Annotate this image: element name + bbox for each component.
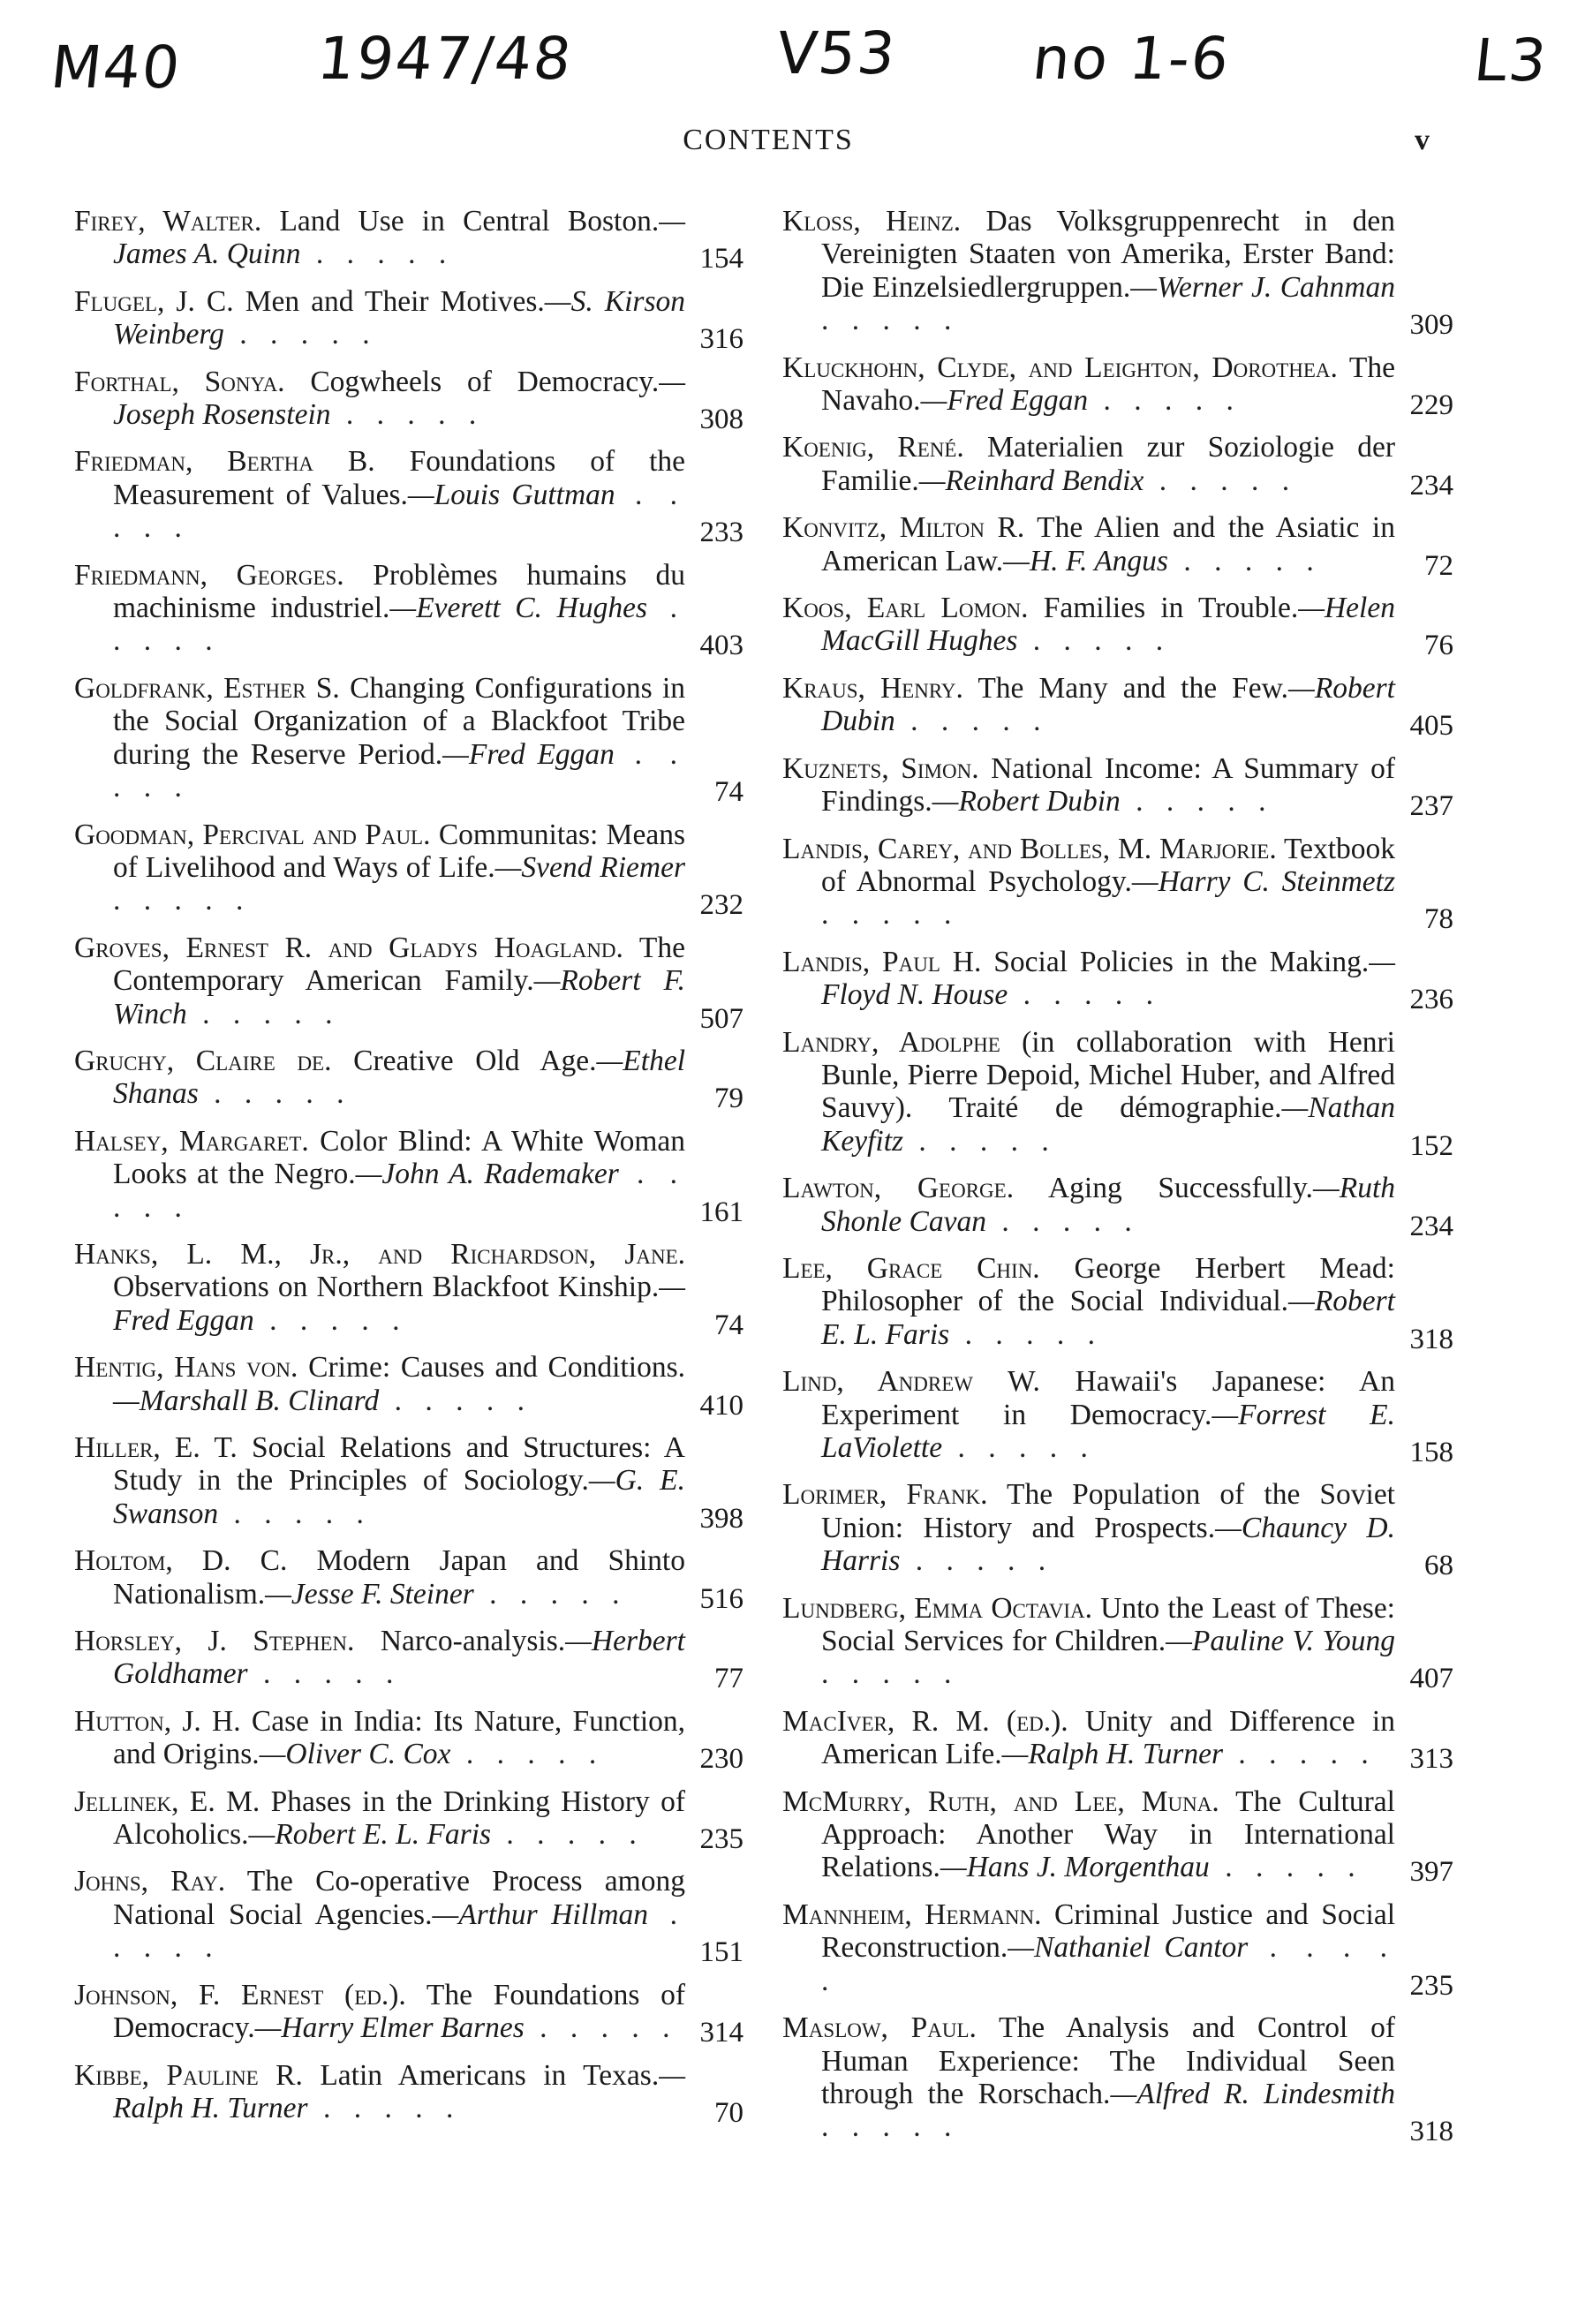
entry-page-number: 403: [699, 630, 743, 662]
entry-page-number: 79: [714, 1083, 743, 1115]
entry-page-number: 233: [699, 517, 743, 549]
entry-title: The Analysis and Control of Human Experience: The Individual Seen through the Rorschach.: [821, 2011, 1395, 2110]
leader-dots: . . . . .: [1209, 1851, 1363, 1884]
toc-entry: [782, 592, 1453, 662]
leader-dots: . . . . .: [1144, 464, 1298, 497]
entry-author: Maslow, Paul.: [782, 2011, 977, 2045]
entry-reviewer: —Svend Riemer: [494, 850, 686, 884]
entry-reviewer: —Ralph H. Turner: [1001, 1738, 1223, 1771]
leader-dots: . . . . .: [113, 592, 685, 658]
entry-reviewer: —Robert F. Winch: [113, 964, 685, 1030]
entry-reviewer: —H. F. Angus: [1003, 544, 1168, 577]
entry-author: MacIver, R. M. (ed.).: [782, 1704, 1068, 1738]
handwritten-note: 1947/48: [313, 25, 577, 93]
toc-entry: [782, 431, 1453, 502]
entry-title: Case in India: Its Nature, Function, and Origins.: [113, 1704, 685, 1771]
toc-entry: [74, 671, 743, 809]
entry-author: Lind, Andrew W.: [782, 1365, 1040, 1399]
entry-author: Forthal, Sonya.: [74, 365, 285, 398]
entry-page-number: 70: [714, 2096, 743, 2129]
entry-reviewer: —Forrest E. LaViolette: [821, 1398, 1396, 1464]
leader-dots: . . . . .: [524, 2011, 678, 2045]
leader-dots: . . . . .: [894, 705, 1049, 738]
entry-page-number: 507: [699, 1002, 743, 1035]
toc-entry: [74, 445, 743, 549]
entry-reviewer: —Chauncy D. Harris: [821, 1511, 1395, 1578]
entry-reviewer: —Robert Dubin: [932, 785, 1121, 819]
leader-dots: . . . . .: [821, 1931, 1395, 1997]
toc-entry: [74, 1044, 743, 1115]
entry-reviewer: —Harry C. Steinmetz: [1131, 864, 1395, 898]
entry-page-number: 236: [1409, 984, 1453, 1016]
entry-page-number: 398: [699, 1502, 743, 1535]
entry-page-number: 314: [699, 2017, 743, 2049]
toc-entry: [782, 511, 1453, 582]
leader-dots: . . . . .: [113, 478, 686, 545]
toc-entry: [782, 351, 1453, 422]
entry-title: Crime: Causes and Conditions.: [298, 1351, 685, 1385]
entry-reviewer: —Fred Eggan: [113, 1271, 685, 1337]
entry-author: Friedman, Bertha B.: [74, 445, 375, 479]
entry-author: McMurry, Ruth, and Lee, Muna.: [782, 1784, 1219, 1818]
entry-title: Modern Japan and Shinto Nationalism.: [113, 1544, 685, 1611]
entry-title: National Income: A Summary of Findings.: [821, 751, 1395, 819]
entry-author: Jellinek, E. M.: [74, 1784, 260, 1818]
leader-dots: . . . . .: [986, 1204, 1140, 1238]
entry-page-number: 74: [714, 1309, 743, 1341]
entry-title: George Herbert Mead: Philosopher of the Social Individual.: [821, 1251, 1395, 1318]
entry-reviewer: —Oliver C. Cox: [259, 1738, 451, 1771]
toc-entry: [782, 1704, 1453, 1776]
leader-dots: . . . . .: [330, 398, 485, 432]
entry-reviewer: —Herbert Goldhamer: [113, 1625, 685, 1691]
toc-entry: [74, 1625, 743, 1695]
toc-entry: [74, 1544, 743, 1615]
entry-author: Mannheim, Hermann.: [782, 1898, 1042, 1931]
leader-dots: . . . . .: [900, 1544, 1054, 1578]
entry-author: Halsey, Margaret.: [74, 1124, 309, 1158]
right-column: [782, 205, 1453, 2158]
entry-author: Koenig, René.: [782, 431, 964, 464]
entry-author: Konvitz, Milton R.: [782, 511, 1025, 545]
entry-author: Hiller, E. T.: [74, 1431, 238, 1464]
entry-page-number: 235: [699, 1823, 743, 1856]
entry-author: Koos, Earl Lomon.: [782, 592, 1029, 625]
entry-page-number: 234: [1409, 1210, 1453, 1242]
leader-dots: . . . . .: [903, 1124, 1057, 1158]
leader-dots: . . . . .: [379, 1384, 532, 1417]
entry-title: Creative Old Age.: [331, 1044, 597, 1077]
entry-reviewer: —Reinhard Bendix: [918, 464, 1144, 497]
entry-reviewer: —Joseph Rosenstein: [113, 365, 685, 432]
entry-author: Lorimer, Frank.: [782, 1478, 988, 1512]
entry-author: Goldfrank, Esther S.: [74, 671, 340, 705]
entry-author: Kloss, Heinz.: [782, 205, 962, 238]
entry-title: The Population of the Soviet Union: History and Prospects.: [821, 1478, 1395, 1544]
entry-reviewer: —Fred Eggan: [920, 384, 1089, 418]
entry-page-number: 76: [1424, 630, 1453, 662]
entry-page-number: 316: [699, 323, 743, 356]
entry-title: The Co-operative Process among National Social Agencies.: [113, 1865, 685, 1931]
entry-author: Lundberg, Emma Octavia.: [782, 1591, 1092, 1625]
entry-page-number: 405: [1409, 710, 1453, 743]
toc-entry: [74, 1704, 743, 1776]
leader-dots: . . . . .: [821, 2110, 960, 2144]
leader-dots: . . . . .: [113, 737, 685, 804]
entry-title: Narco-analysis.: [354, 1625, 566, 1658]
leader-dots: . . . . .: [949, 1317, 1103, 1351]
toc-entry: [74, 1865, 743, 1969]
entry-title: Social Relations and Structures: A Study in the Principles of Sociology.: [113, 1431, 685, 1498]
entry-page-number: 151: [699, 1936, 743, 1969]
entry-reviewer: —Louis Guttman: [407, 478, 615, 511]
toc-entry: [74, 1351, 743, 1422]
leader-dots: . . . . .: [223, 318, 378, 351]
toc-entry: [74, 931, 743, 1035]
entry-reviewer: —Everett C. Hughes: [389, 592, 647, 625]
entry-reviewer: —Robert E. L. Faris: [248, 1818, 492, 1852]
entry-page-number: 308: [699, 404, 743, 436]
toc-entry: [782, 1172, 1453, 1242]
entry-reviewer: —Jesse F. Steiner: [265, 1577, 474, 1611]
leader-dots: . . . . .: [1120, 785, 1274, 819]
toc-entry: [782, 1898, 1453, 2002]
entry-author: Hanks, L. M., Jr., and Richardson, Jane.: [74, 1237, 685, 1271]
entry-author: Gruchy, Claire de.: [74, 1044, 332, 1077]
entry-author: Goodman, Percival and Paul.: [74, 818, 431, 851]
entry-page-number: 68: [1424, 1550, 1453, 1582]
toc-entry: [74, 818, 743, 922]
toc-entry: [782, 671, 1453, 743]
toc-entry: [74, 1784, 743, 1856]
entry-reviewer: —Ruth Shonle Cavan: [821, 1172, 1395, 1238]
leader-dots: . . . . .: [300, 238, 455, 271]
leader-dots: . . . . .: [821, 898, 960, 932]
entry-author: Landis, Carey, and Bolles, M. Marjorie.: [782, 832, 1277, 865]
entry-title: Materialien zur Soziologie der Familie.: [821, 431, 1395, 497]
entry-reviewer: —Fred Eggan: [442, 737, 615, 771]
entry-author: Holtom, D. C.: [74, 1544, 288, 1578]
entry-reviewer: —Ethel Shanas: [113, 1044, 685, 1111]
leader-dots: . . . . .: [473, 1577, 628, 1611]
entry-reviewer: —Hans J. Morgenthau: [940, 1851, 1210, 1884]
entry-reviewer: —Arthur Hillman: [432, 1898, 649, 1931]
leader-dots: . . . . .: [198, 1077, 352, 1111]
leader-dots: . . . . .: [247, 1657, 402, 1691]
leader-dots: . . . . .: [491, 1818, 645, 1852]
toc-entry: [74, 1431, 743, 1535]
entry-author: Landry, Adolphe: [782, 1025, 1000, 1059]
entry-author: Lee, Grace Chin.: [782, 1251, 1040, 1285]
entry-title: (in collaboration with Henri Bunle, Pierre Depoid, Michel Huber, and Alfred Sauvy). Traité de démographie.: [821, 1025, 1395, 1125]
toc-entry: [782, 1784, 1453, 1889]
toc-entry: [74, 1124, 743, 1228]
handwritten-note: no 1-6: [1029, 25, 1234, 93]
entry-page-number: 407: [1409, 1663, 1453, 1695]
left-column: [74, 205, 743, 2139]
handwritten-note: L3: [1470, 26, 1551, 94]
leader-dots: . . . . .: [942, 1431, 1096, 1464]
handwritten-note: M40: [47, 34, 185, 102]
entry-title: Textbook of Abnormal Psychology.: [821, 832, 1395, 898]
entry-author: Johnson, F. Ernest (ed.).: [74, 1978, 406, 2011]
entry-author: Flugel, J. C.: [74, 284, 234, 318]
toc-entry: [782, 945, 1453, 1016]
entry-title: Communitas: Means of Livelihood and Ways of Life.: [113, 818, 685, 884]
entry-author: Firey, Walter.: [74, 205, 262, 238]
entry-reviewer: —Werner J. Cahnman: [1130, 270, 1395, 304]
entry-reviewer: —Helen MacGill Hughes: [821, 592, 1395, 658]
toc-entry: [74, 205, 743, 275]
entry-page-number: 161: [699, 1196, 743, 1228]
entry-title: Unity and Difference in American Life.: [821, 1704, 1395, 1771]
page-number: v: [1415, 124, 1430, 156]
entry-title: Criminal Justice and Social Reconstruction.: [821, 1898, 1395, 1965]
entry-author: Kuznets, Simon.: [782, 751, 979, 785]
entry-author: Friedmann, Georges.: [74, 558, 344, 592]
toc-entry: [782, 751, 1453, 823]
page-header: [0, 124, 1570, 177]
entry-author: Lawton, George.: [782, 1172, 1015, 1205]
toc-entry: [74, 284, 743, 356]
entry-title: Das Volksgruppenrecht in den Vereinigten Staaten von Amerika, Erster Band: Die Einzelsiedlergruppen.: [821, 205, 1395, 304]
entry-title: Problèmes humains du machinisme industriel.: [113, 558, 685, 625]
entry-title: Men and Their Motives.: [233, 284, 545, 318]
entry-title: The Contemporary American Family.: [113, 931, 685, 998]
toc-entry: [782, 1478, 1453, 1582]
entry-title: The Alien and the Asiatic in American Law.: [821, 511, 1395, 577]
entry-page-number: 158: [1409, 1437, 1453, 1468]
leader-dots: . . . . .: [1088, 384, 1242, 418]
toc-entry: [74, 365, 743, 436]
entry-title: Families in Trouble.: [1028, 592, 1299, 625]
entry-page-number: 72: [1424, 549, 1453, 582]
leader-dots: . . . . .: [1017, 624, 1172, 658]
entry-title: Social Policies in the Making.: [981, 945, 1370, 978]
leader-dots: . . . . .: [821, 1657, 960, 1691]
toc-entry: [782, 832, 1453, 936]
leader-dots: . . . . .: [821, 304, 960, 337]
entry-title: Cogwheels of Democracy.: [284, 365, 660, 398]
entry-reviewer: —Floyd N. House: [821, 945, 1395, 1012]
entry-reviewer: —Alfred R. Lindesmith: [1110, 2077, 1395, 2110]
leader-dots: . . . . .: [307, 2091, 462, 2124]
entry-page-number: 234: [1409, 469, 1453, 502]
entry-title: Latin Americans in Texas.: [302, 2058, 660, 2092]
entry-page-number: 309: [1409, 309, 1453, 342]
entry-reviewer: —G. E. Swanson: [113, 1464, 685, 1530]
entry-author: Kluckhohn, Clyde, and Leighton, Dorothea.: [782, 351, 1338, 384]
entry-reviewer: —Marshall B. Clinard: [113, 1384, 380, 1417]
entry-page-number: 154: [699, 243, 743, 275]
entry-author: Kraus, Henry.: [782, 671, 963, 705]
entry-author: Horsley, J. Stephen.: [74, 1625, 355, 1658]
entry-reviewer: —Robert E. L. Faris: [821, 1285, 1395, 1351]
leader-dots: . . . . .: [113, 884, 252, 917]
entry-author: Kibbe, Pauline R.: [74, 2058, 303, 2092]
entry-page-number: 237: [1409, 790, 1453, 823]
entry-author: Hutton, J. H.: [74, 1704, 241, 1738]
entry-title: Color Blind: A White Woman Looks at the Negro.: [113, 1124, 685, 1191]
leader-dots: . . . . .: [218, 1497, 372, 1530]
toc-entry: [782, 2011, 1453, 2148]
entry-reviewer: —James A. Quinn: [113, 205, 685, 271]
entry-reviewer: —Pauline V. Young: [1166, 1625, 1395, 1658]
entry-title: Land Use in Central Boston.: [261, 205, 660, 238]
handwritten-note: V53: [773, 19, 901, 87]
entry-page-number: 74: [714, 776, 743, 809]
toc-entry: [74, 1237, 743, 1341]
entry-reviewer: —Robert Dubin: [821, 671, 1395, 738]
entry-page-number: 313: [1409, 1743, 1453, 1776]
entry-title: Aging Successfully.: [1014, 1172, 1313, 1205]
entry-reviewer: —Nathaniel Cantor: [1008, 1931, 1249, 1965]
toc-entry: [782, 205, 1453, 342]
entry-title: Hawaii's Japanese: An Experiment in Democracy.: [821, 1365, 1395, 1431]
leader-dots: . . . . .: [113, 1898, 685, 1965]
entry-page-number: 318: [1409, 2116, 1453, 2148]
toc-entry: [782, 1365, 1453, 1468]
entry-author: Hentig, Hans von.: [74, 1351, 298, 1385]
entry-page-number: 230: [699, 1743, 743, 1776]
page-title: CONTENTS: [683, 124, 854, 156]
entry-page-number: 78: [1424, 903, 1453, 936]
entry-author: Landis, Paul H.: [782, 945, 982, 978]
entry-title: The Navaho.: [821, 351, 1396, 418]
entry-author: Johns, Ray.: [74, 1865, 226, 1898]
toc-entry: [74, 2058, 743, 2129]
leader-dots: . . . . .: [186, 997, 341, 1030]
toc-entry: [782, 1591, 1453, 1695]
leader-dots: . . . . .: [450, 1738, 605, 1771]
entry-title: Phases in the Drinking History of Alcoholics.: [113, 1784, 685, 1852]
entry-title: The Cultural Approach: Another Way in International Relations.: [821, 1784, 1395, 1884]
entry-page-number: 397: [1409, 1856, 1453, 1889]
entry-title: Observations on Northern Blackfoot Kinship.: [113, 1271, 660, 1304]
toc-entry: [74, 558, 743, 662]
entry-reviewer: —S. Kirson Weinberg: [113, 284, 685, 351]
entry-page-number: 410: [699, 1389, 743, 1422]
entry-author: Groves, Ernest R. and Gladys Hoagland.: [74, 931, 623, 964]
entry-page-number: 77: [714, 1663, 743, 1695]
leader-dots: . . . . .: [1222, 1738, 1377, 1771]
leader-dots: . . . . .: [113, 1158, 686, 1224]
entry-title: Foundations of the Measurement of Values.: [113, 445, 685, 511]
toc-entry: [782, 1025, 1453, 1162]
entry-page-number: 152: [1409, 1129, 1453, 1162]
toc-entry: [782, 1251, 1453, 1355]
entry-page-number: 235: [1409, 1969, 1453, 2002]
entry-title: The Many and the Few.: [962, 671, 1289, 705]
entry-page-number: 318: [1409, 1323, 1453, 1355]
toc-entry: [74, 1978, 743, 2049]
entry-title: Changing Configurations in the Social Organization of a Blackfoot Tribe during the Reserve Period.: [113, 671, 686, 771]
entry-page-number: 232: [699, 889, 743, 922]
entry-title: Unto the Least of These: Social Services for Children.: [821, 1591, 1395, 1658]
entry-page-number: 229: [1409, 389, 1453, 422]
leader-dots: . . . . .: [253, 1303, 408, 1337]
leader-dots: . . . . .: [1167, 544, 1322, 577]
entry-page-number: 516: [699, 1582, 743, 1615]
entry-reviewer: —John A. Rademaker: [355, 1158, 619, 1191]
entry-title: The Foundations of Democracy.: [113, 1978, 685, 2045]
entry-reviewer: —Nathan Keyfitz: [821, 1091, 1395, 1158]
leader-dots: . . . . .: [1008, 978, 1161, 1012]
entry-reviewer: —Harry Elmer Barnes: [254, 2011, 525, 2045]
entry-reviewer: —Ralph H. Turner: [113, 2058, 685, 2124]
